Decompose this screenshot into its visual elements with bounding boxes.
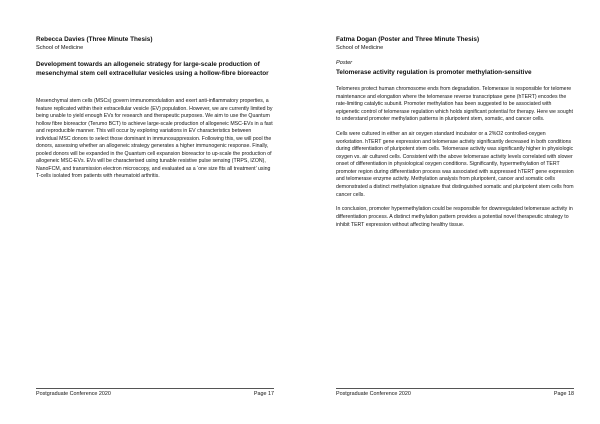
right-page — [300, 0, 600, 424]
page-footer — [336, 391, 574, 397]
footer-rule — [336, 388, 574, 389]
abstract-paragraph: Cells were cultured in either an air oxygen standard incubator or a 2%O2 controlled-oxygen workstation. hTERT gene expression and telomerase activity significantly decreased in both conditions during differentiation of pluripotent stem cells. Telomerase activity was significantly higher in physiologic oxygen vs. air cultured cells. Consistent with the above telomerase activity levels correlated with slower onset of differentiation in physiological oxygen conditions. Significantly, hypermethylation of TERT promoter region during differentiation process was associated with suppressed hTERT gene expression and telomerase enzyme activity. Methylation analysis from pluripotent, cancer and somatic cells demonstrated a distinct methylation signature that distinguished somatic and pluripotent stem cells from cancer cells. — [336, 131, 574, 198]
abstract-title: Development towards an allogeneic strategy for large-scale production of mesenchymal stem cell extracellular vesicles using a hollow-fibre bioreactor — [36, 61, 269, 77]
footer-conference: Postgraduate Conference 2020 — [336, 390, 411, 397]
abstract-body — [36, 98, 274, 188]
author-school: School of Medicine — [36, 44, 84, 51]
abstract-paragraph: Mesenchymal stem cells (MSCs) govern immunomodulation and exert anti-inflammatory properties, a feature replicated within their extracellular vesicle (EV) population. However, we are currently limited by being unable to yield enough EVs for research and therapeutic purposes. We aim to use the Quantum hollow fibre bioreactor (Terumo BCT) to achieve large-scale production of allogeneic MSC-EVs in a fast and reproducible manner. This will occur by exploring variations in EV characteristics between individual MSC donors to select those dominant in immunosuppression. Following this, we will pool the donors, assessing whether an allogeneic strategy generates a higher immunogenic response. Finally, pooled donors will be expanded in the Quantum cell expansion bioreactor to up-scale the production of allogeneic MSC-EVs. EVs will be characterised using tunable resistive pulse sensing (TRPS, IZON), NanoFCM, and transmission electron microscopy, and evaluated as a ‘one size fits all treatment’ using T-cells isolated from patients with rheumatoid arthritis. — [36, 98, 273, 180]
author-school: School of Medicine — [336, 44, 384, 51]
abstract-title: Telomerase activity regulation is promoter methylation-sensitive — [336, 69, 532, 76]
footer-conference: Postgraduate Conference 2020 — [36, 390, 111, 397]
abstract-body — [336, 86, 574, 236]
abstract-paragraph: Telomeres protect human chromosome ends from degradation. Telomerase is responsible for telomere maintenance and elongation where the telomerase reverse transcriptase gene (hTERT) encodes the rate-limiting catalytic subunit. Promoter methylation has been suggested to be associated with epigenetic control of telomerase regulation which holds significant potential for therapy. Here we sought to understand promoter methylation patterns in pluripotent stem, somatic, and cancer cells. — [336, 86, 573, 123]
author-name: Rebecca Davies (Three Minute Thesis) — [36, 36, 153, 43]
page-footer — [36, 391, 274, 397]
abstract-paragraph: In conclusion, promoter hypermethylation could be responsible for downregulated telomerase activity in differentiation process. A distinct methylation pattern provides a potential novel therapeutic strategy to inhibit TERT expression without affecting healthy tissue. — [336, 206, 573, 228]
presentation-type: Poster — [336, 60, 353, 66]
page-number: Page 17 — [253, 390, 274, 397]
footer-rule — [36, 388, 274, 389]
author-name: Fatma Dogan (Poster and Three Minute Thesis) — [336, 36, 480, 43]
page-number: Page 18 — [553, 390, 574, 397]
